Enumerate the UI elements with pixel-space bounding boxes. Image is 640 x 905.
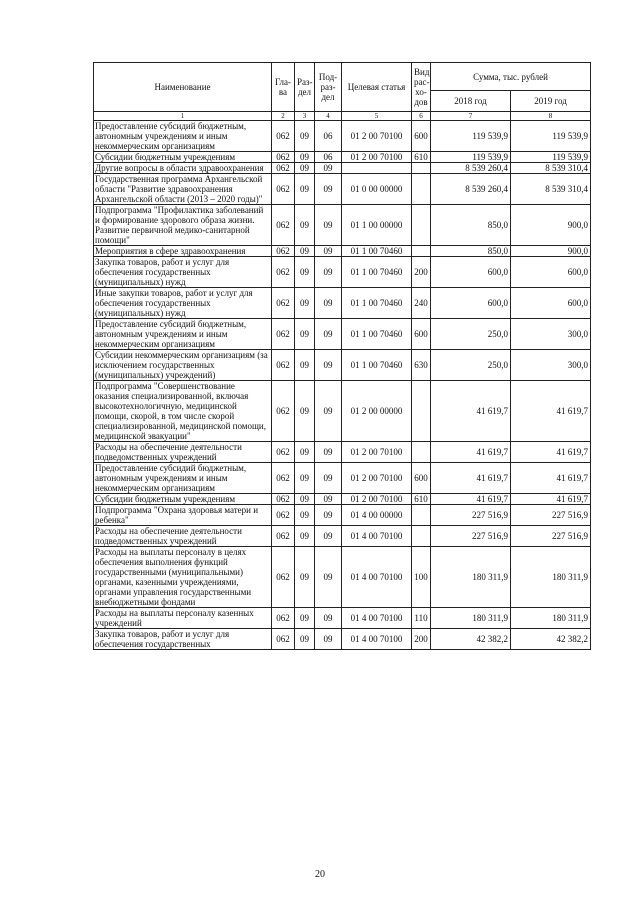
row-expense-type: 610 (412, 494, 431, 505)
row-name: Предоставление субсидий бюджетным, автономным учреждениям и иным некоммерческим организациям (94, 463, 272, 494)
row-target-article: 01 4 00 00000 (342, 505, 412, 526)
row-name: Мероприятия в сфере здравоохранения (94, 246, 272, 257)
row-target-article: 01 1 00 70460 (342, 246, 412, 257)
column-number: 7 (431, 112, 511, 121)
row-name: Субсидии бюджетным учреждениям (94, 494, 272, 505)
row-sum-2019: 227 516,9 (511, 505, 591, 526)
row-chapter: 062 (272, 288, 295, 319)
table-row (94, 174, 591, 205)
row-sum-2018: 41 619,7 (431, 494, 511, 505)
row-expense-type: 200 (412, 257, 431, 288)
row-chapter: 062 (272, 547, 295, 608)
table-row (94, 205, 591, 246)
row-subsection: 09 (315, 205, 342, 246)
budget-table (93, 62, 591, 650)
column-number: 6 (412, 112, 431, 121)
row-target-article: 01 2 00 70100 (342, 494, 412, 505)
row-expense-type: 600 (412, 463, 431, 494)
row-name: Закупка товаров, работ и услуг для обеспечения государственных (94, 629, 272, 650)
row-target-article (342, 163, 412, 174)
column-number: 3 (295, 112, 315, 121)
row-subsection: 09 (315, 246, 342, 257)
row-target-article: 01 0 00 00000 (342, 174, 412, 205)
row-name: Предоставление субсидий бюджетным, автономным учреждениям и иным некоммерческим организациям (94, 121, 272, 152)
row-section: 09 (295, 257, 315, 288)
header-year-2019: 2019 год (511, 91, 591, 112)
table-row (94, 442, 591, 463)
header-year-2018: 2018 год (431, 91, 511, 112)
row-expense-type: 240 (412, 288, 431, 319)
row-subsection: 09 (315, 629, 342, 650)
row-name: Расходы на обеспечение деятельности подведомственных учреждений (94, 442, 272, 463)
table-row (94, 381, 591, 442)
table-row (94, 152, 591, 163)
row-section: 09 (295, 163, 315, 174)
row-chapter: 062 (272, 381, 295, 442)
row-sum-2018: 180 311,9 (431, 608, 511, 629)
table-row (94, 163, 591, 174)
row-chapter: 062 (272, 152, 295, 163)
row-sum-2019: 119 539,9 (511, 121, 591, 152)
row-sum-2019: 900,0 (511, 246, 591, 257)
row-sum-2018: 119 539,9 (431, 152, 511, 163)
row-chapter: 062 (272, 319, 295, 350)
row-name: Расходы на обеспечение деятельности подведомственных учреждений (94, 526, 272, 547)
row-subsection: 06 (315, 152, 342, 163)
row-name: Субсидии некоммерческим организациям (за исключением государственных (муниципальных) учреждений) (94, 350, 272, 381)
row-sum-2018: 8 539 260,4 (431, 163, 511, 174)
row-expense-type: 630 (412, 350, 431, 381)
row-chapter: 062 (272, 463, 295, 494)
row-subsection: 09 (315, 319, 342, 350)
row-section: 09 (295, 152, 315, 163)
row-expense-type (412, 505, 431, 526)
row-subsection: 09 (315, 463, 342, 494)
row-section: 09 (295, 121, 315, 152)
row-subsection: 06 (315, 121, 342, 152)
row-chapter: 062 (272, 350, 295, 381)
row-expense-type (412, 246, 431, 257)
row-target-article: 01 4 00 70100 (342, 629, 412, 650)
row-target-article: 01 2 00 70100 (342, 442, 412, 463)
row-subsection: 09 (315, 350, 342, 381)
row-subsection: 09 (315, 257, 342, 288)
row-target-article: 01 2 00 70100 (342, 463, 412, 494)
column-number-row (94, 112, 591, 121)
row-expense-type (412, 381, 431, 442)
row-chapter: 062 (272, 494, 295, 505)
header-target-article: Целевая статья (342, 63, 412, 112)
row-name: Субсидии бюджетным учреждениям (94, 152, 272, 163)
row-expense-type: 100 (412, 547, 431, 608)
row-target-article: 01 2 00 00000 (342, 381, 412, 442)
row-section: 09 (295, 205, 315, 246)
row-sum-2018: 42 382,2 (431, 629, 511, 650)
row-sum-2018: 41 619,7 (431, 463, 511, 494)
row-chapter: 062 (272, 246, 295, 257)
table-row (94, 608, 591, 629)
row-expense-type (412, 205, 431, 246)
row-subsection: 09 (315, 526, 342, 547)
row-section: 09 (295, 319, 315, 350)
row-target-article: 01 1 00 00000 (342, 205, 412, 246)
row-sum-2018: 180 311,9 (431, 547, 511, 608)
row-section: 09 (295, 381, 315, 442)
row-chapter: 062 (272, 174, 295, 205)
row-sum-2018: 119 539,9 (431, 121, 511, 152)
table-row (94, 121, 591, 152)
row-target-article: 01 4 00 70100 (342, 526, 412, 547)
row-chapter: 062 (272, 608, 295, 629)
table-row (94, 494, 591, 505)
row-chapter: 062 (272, 526, 295, 547)
budget-document (93, 62, 590, 650)
row-sum-2019: 180 311,9 (511, 608, 591, 629)
header-section: Раз-дел (295, 63, 315, 112)
row-name: Подпрограмма "Профилактика заболеваний и формирование здорового образа жизни. Развитие первичной медико-санитарной помощи" (94, 205, 272, 246)
row-sum-2018: 600,0 (431, 288, 511, 319)
row-sum-2019: 227 516,9 (511, 526, 591, 547)
column-number: 4 (315, 112, 342, 121)
row-sum-2019: 300,0 (511, 350, 591, 381)
row-section: 09 (295, 547, 315, 608)
row-target-article: 01 4 00 70100 (342, 547, 412, 608)
header-name: Наименование (94, 63, 272, 112)
row-expense-type (412, 442, 431, 463)
row-name: Другие вопросы в области здравоохранения (94, 163, 272, 174)
row-name: Подпрограмма "Совершенствование оказания специализированной, включая высокотехнологичную, медицинской помощи, скорой, в том числе скорой специализированной, медицинской помощи, медицинской эвакуации" (94, 381, 272, 442)
row-expense-type (412, 526, 431, 547)
table-row (94, 246, 591, 257)
row-chapter: 062 (272, 121, 295, 152)
row-name: Расходы на выплаты персоналу в целях обеспечения выполнения функций государственными (муниципальными) органами, казенными учреждениями, органами управления государственными внебюджетными фондами (94, 547, 272, 608)
row-target-article: 01 4 00 70100 (342, 608, 412, 629)
row-sum-2019: 41 619,7 (511, 381, 591, 442)
row-sum-2018: 8 539 260,4 (431, 174, 511, 205)
page-number: 20 (315, 869, 325, 880)
table-row (94, 505, 591, 526)
row-section: 09 (295, 494, 315, 505)
row-name: Государственная программа Архангельской области "Развитие здравоохранения Архангельской области (2013 – 2020 годы)" (94, 174, 272, 205)
row-expense-type: 610 (412, 152, 431, 163)
table-row (94, 288, 591, 319)
row-name: Подпрограмма "Охрана здоровья матери и ребенка" (94, 505, 272, 526)
header-sum-group: Сумма, тыс. рублей (431, 63, 591, 91)
row-sum-2018: 41 619,7 (431, 442, 511, 463)
row-expense-type: 200 (412, 629, 431, 650)
row-section: 09 (295, 505, 315, 526)
row-chapter: 062 (272, 205, 295, 246)
row-sum-2019: 900,0 (511, 205, 591, 246)
header-expense-type: Вид рас-хо-дов (412, 63, 431, 112)
row-chapter: 062 (272, 505, 295, 526)
column-number: 1 (94, 112, 272, 121)
column-number: 2 (272, 112, 295, 121)
row-target-article: 01 1 00 70460 (342, 319, 412, 350)
row-sum-2018: 250,0 (431, 319, 511, 350)
row-section: 09 (295, 174, 315, 205)
row-sum-2019: 8 539 310,4 (511, 174, 591, 205)
row-subsection: 09 (315, 163, 342, 174)
row-sum-2018: 850,0 (431, 246, 511, 257)
header-chapter: Гла-ва (272, 63, 295, 112)
row-subsection: 09 (315, 547, 342, 608)
row-name: Расходы на выплаты персоналу казенных учреждений (94, 608, 272, 629)
row-sum-2018: 227 516,9 (431, 505, 511, 526)
row-subsection: 09 (315, 288, 342, 319)
row-name: Предоставление субсидий бюджетным, автономным учреждениям и иным некоммерческим организациям (94, 319, 272, 350)
row-name: Иные закупки товаров, работ и услуг для обеспечения государственных (муниципальных) нужд (94, 288, 272, 319)
row-subsection: 09 (315, 494, 342, 505)
table-row (94, 629, 591, 650)
row-subsection: 09 (315, 174, 342, 205)
row-chapter: 062 (272, 442, 295, 463)
row-section: 09 (295, 463, 315, 494)
row-sum-2019: 42 382,2 (511, 629, 591, 650)
row-section: 09 (295, 608, 315, 629)
row-section: 09 (295, 350, 315, 381)
row-sum-2018: 227 516,9 (431, 526, 511, 547)
row-sum-2019: 119 539,9 (511, 152, 591, 163)
row-name: Закупка товаров, работ и услуг для обеспечения государственных (муниципальных) нужд (94, 257, 272, 288)
table-row (94, 463, 591, 494)
row-subsection: 09 (315, 505, 342, 526)
row-sum-2019: 41 619,7 (511, 463, 591, 494)
row-sum-2019: 180 311,9 (511, 547, 591, 608)
table-row (94, 526, 591, 547)
row-sum-2018: 850,0 (431, 205, 511, 246)
table-row (94, 257, 591, 288)
row-sum-2018: 600,0 (431, 257, 511, 288)
row-chapter: 062 (272, 629, 295, 650)
row-expense-type: 600 (412, 121, 431, 152)
row-subsection: 09 (315, 381, 342, 442)
row-target-article: 01 1 00 70460 (342, 288, 412, 319)
row-sum-2019: 41 619,7 (511, 442, 591, 463)
row-expense-type (412, 163, 431, 174)
row-subsection: 09 (315, 608, 342, 629)
row-sum-2019: 600,0 (511, 257, 591, 288)
row-sum-2019: 41 619,7 (511, 494, 591, 505)
row-sum-2019: 300,0 (511, 319, 591, 350)
table-row (94, 547, 591, 608)
row-section: 09 (295, 442, 315, 463)
row-section: 09 (295, 629, 315, 650)
table-row (94, 319, 591, 350)
table-row (94, 350, 591, 381)
row-sum-2019: 600,0 (511, 288, 591, 319)
row-section: 09 (295, 288, 315, 319)
row-expense-type (412, 174, 431, 205)
row-sum-2019: 8 539 310,4 (511, 163, 591, 174)
row-section: 09 (295, 526, 315, 547)
row-sum-2018: 250,0 (431, 350, 511, 381)
row-chapter: 062 (272, 163, 295, 174)
row-target-article: 01 2 00 70100 (342, 121, 412, 152)
row-target-article: 01 1 00 70460 (342, 257, 412, 288)
row-sum-2018: 41 619,7 (431, 381, 511, 442)
row-target-article: 01 2 00 70100 (342, 152, 412, 163)
column-number: 8 (511, 112, 591, 121)
row-expense-type: 110 (412, 608, 431, 629)
header-subsection: Под-раз-дел (315, 63, 342, 112)
column-number: 5 (342, 112, 412, 121)
row-chapter: 062 (272, 257, 295, 288)
row-subsection: 09 (315, 442, 342, 463)
row-expense-type: 600 (412, 319, 431, 350)
row-section: 09 (295, 246, 315, 257)
row-target-article: 01 1 00 70460 (342, 350, 412, 381)
